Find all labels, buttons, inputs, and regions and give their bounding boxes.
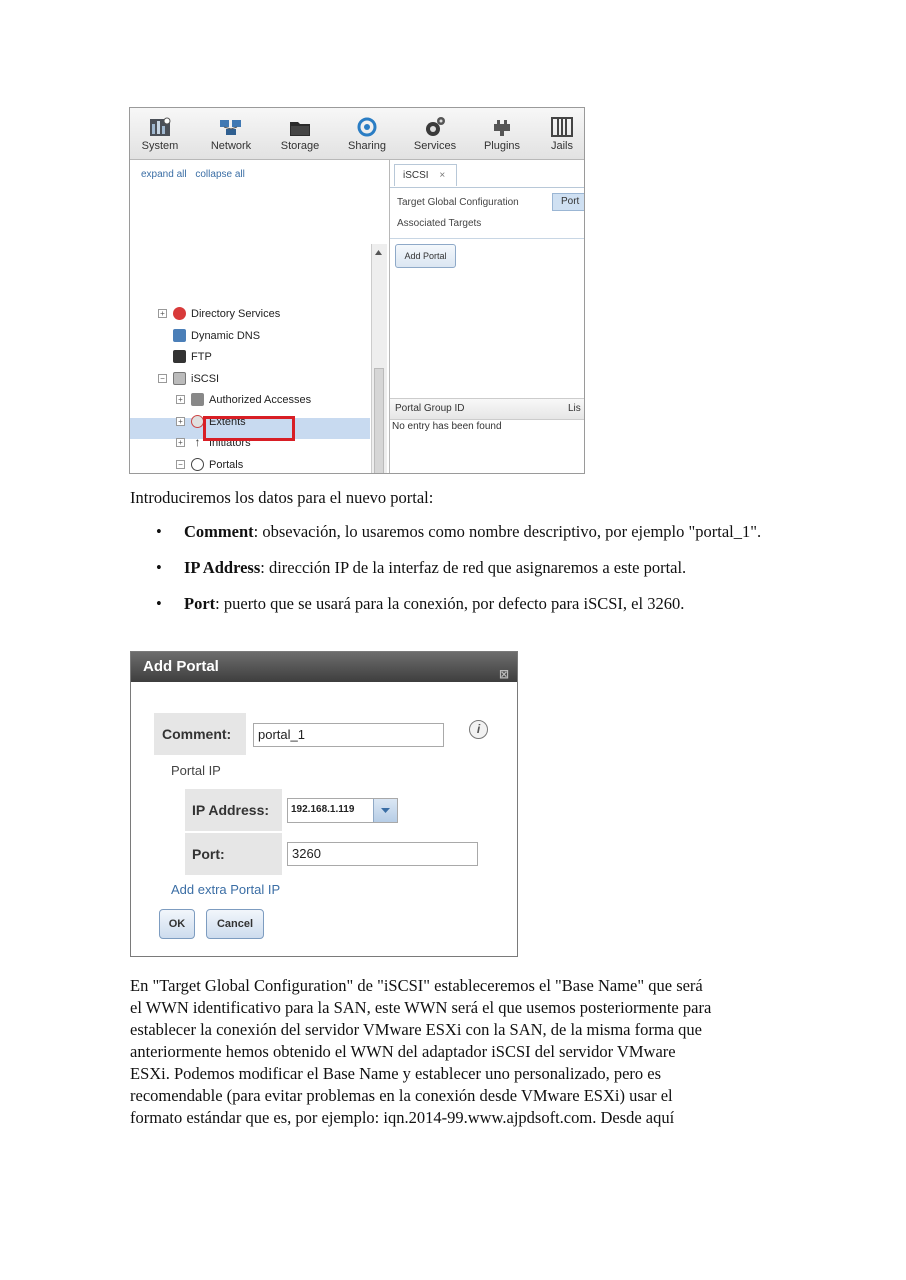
info-icon[interactable]: i [469, 720, 488, 739]
ip-address-value: 192.168.1.119 [291, 804, 355, 815]
dialog-title: Add Portal [143, 658, 219, 675]
storage-icon [288, 116, 312, 138]
plugins-icon [490, 116, 514, 138]
freenas-screenshot [129, 107, 585, 474]
network-icon [219, 116, 243, 138]
expand-icon[interactable]: + [176, 438, 185, 447]
add-portal-dialog [130, 651, 518, 957]
paragraph-line: recomendable (para evitar problemas en la conexión desde VMware ESXi) usar el [130, 1086, 673, 1105]
associated-targets-link[interactable]: Associated Targets [397, 218, 482, 229]
tree-item-label: Initiators [209, 436, 251, 449]
tab-label: iSCSI [403, 170, 429, 181]
collapse-all-link[interactable]: collapse all [195, 169, 245, 180]
port-input[interactable]: 3260 [287, 842, 478, 866]
term: IP Address [184, 558, 261, 577]
tree-item-directory-services[interactable] [158, 303, 280, 324]
comment-label: Comment: [154, 713, 246, 755]
tree-item-label: Portals [209, 458, 244, 471]
toolbar-label: Jails [550, 140, 573, 152]
toolbar-storage-button[interactable] [274, 108, 326, 158]
toolbar-plugins-button[interactable] [478, 108, 526, 158]
collapse-icon[interactable]: − [158, 374, 167, 383]
chevron-down-icon[interactable] [373, 799, 397, 822]
main-toolbar [130, 108, 585, 160]
tab-iscsi[interactable] [394, 164, 457, 186]
content-panel [390, 160, 585, 474]
description: : obsevación, lo usaremos como nombre descriptivo, por ejemplo "portal_1". [253, 522, 762, 541]
base-name-paragraph [130, 975, 711, 1129]
list-item [130, 557, 770, 579]
tab-divider [390, 187, 585, 188]
tree-item-label: Dynamic DNS [191, 329, 261, 342]
toolbar-label: Storage [280, 140, 320, 152]
portal-ip-label: Portal IP [171, 763, 221, 778]
description: : dirección IP de la interfaz de red que asignaremos a este portal. [260, 558, 687, 577]
ip-address-label: IP Address: [185, 789, 282, 831]
toolbar-label: Services [413, 140, 457, 152]
toolbar-system-button[interactable] [138, 108, 182, 158]
dynamic-dns-icon [173, 329, 186, 342]
portals-subtab[interactable]: Port [552, 193, 585, 211]
close-icon[interactable]: ⊠ [498, 667, 509, 681]
expand-all-link[interactable]: expand all [141, 169, 187, 180]
column-header[interactable]: Lis [568, 403, 581, 414]
paragraph-line: establecer la conexión del servidor VMware ESXi con la SAN, de la misma forma que [130, 1020, 702, 1039]
directory-services-icon [173, 307, 186, 320]
jails-icon [550, 116, 574, 138]
toolbar-services-button[interactable] [408, 108, 462, 158]
paragraph-line: el WWN identificativo para la SAN, este WWN será el que usemos posteriormente para [130, 998, 712, 1017]
tree-item-dynamic-dns[interactable] [173, 325, 260, 346]
paragraph-line: anteriormente hemos obtenido el WWN del adaptador iSCSI del servidor VMware [130, 1042, 676, 1061]
paragraph-line: formato estándar que es, por ejemplo: iqn.2014-99.www.ajpdsoft.com. Desde aquí [130, 1108, 675, 1127]
scroll-up-icon[interactable] [374, 249, 383, 256]
expand-icon[interactable]: + [158, 309, 167, 318]
term: Port [184, 594, 216, 613]
iscsi-icon [173, 372, 186, 385]
toolbar-network-button[interactable] [204, 108, 258, 158]
tree-item-label: FTP [191, 350, 212, 363]
list-item [130, 593, 770, 615]
collapse-icon[interactable]: − [176, 460, 185, 469]
toolbar-label: Network [210, 140, 252, 152]
highlight-box [203, 416, 295, 441]
comment-input[interactable]: portal_1 [253, 723, 444, 747]
tree-item-iscsi[interactable] [158, 368, 219, 389]
sharing-icon [355, 116, 379, 138]
intro-paragraph: Introduciremos los datos para el nuevo portal: [130, 488, 434, 507]
tree-item-label: iSCSI [191, 372, 220, 385]
navigation-tree-panel [130, 160, 390, 474]
add-extra-portal-ip-link[interactable]: Add extra Portal IP [171, 882, 281, 897]
expand-icon[interactable]: + [176, 395, 185, 404]
list-item [130, 521, 770, 543]
services-icon [423, 116, 447, 138]
portal-grid-header [390, 398, 585, 420]
ftp-icon [173, 350, 186, 363]
tree-scrollbar[interactable] [371, 244, 387, 474]
add-portal-button[interactable]: Add Portal [395, 244, 456, 268]
grid-empty-message: No entry has been found [392, 421, 502, 432]
tree-item-authorized-accesses[interactable] [176, 389, 311, 410]
toolbar-label: Sharing [348, 140, 386, 152]
target-global-configuration-link[interactable]: Target Global Configuration [397, 197, 519, 208]
ok-button[interactable]: OK [159, 909, 195, 939]
cancel-button[interactable]: Cancel [206, 909, 264, 939]
toolbar-sharing-button[interactable] [342, 108, 392, 158]
ip-address-select[interactable] [287, 798, 398, 823]
tree-item-label: Authorized Accesses [209, 393, 312, 406]
lock-icon [191, 393, 204, 406]
subnav-divider [390, 238, 585, 239]
portal-icon [191, 458, 204, 471]
expand-icon[interactable]: + [176, 417, 185, 426]
scrollbar-thumb[interactable] [374, 368, 384, 474]
dialog-title-bar [131, 652, 518, 682]
paragraph-line: ESXi. Podemos modificar el Base Name y establecer uno personalizado, pero es [130, 1064, 662, 1083]
toolbar-jails-button[interactable] [542, 108, 582, 158]
toolbar-label: System [141, 140, 179, 152]
field-list [130, 521, 770, 615]
term: Comment [184, 522, 254, 541]
port-label: Port: [185, 833, 282, 875]
tree-item-label: Directory Services [191, 307, 281, 320]
toolbar-label: Plugins [483, 140, 521, 152]
column-header[interactable]: Portal Group ID [395, 403, 465, 414]
tree-item-label: Extents [209, 415, 246, 428]
tab-close-icon[interactable]: × [439, 170, 446, 181]
arrow-up-icon: ↑ [194, 435, 201, 449]
description: : puerto que se usará para la conexión, por defecto para iSCSI, el 3260. [215, 594, 685, 613]
paragraph-line: En "Target Global Configuration" de "iSCSI" estableceremos el "Base Name" que será [130, 976, 703, 995]
tree-item-ftp[interactable] [173, 346, 212, 367]
tree-item-portals[interactable] [176, 454, 243, 474]
system-icon [148, 116, 172, 138]
tree-links [141, 169, 251, 180]
